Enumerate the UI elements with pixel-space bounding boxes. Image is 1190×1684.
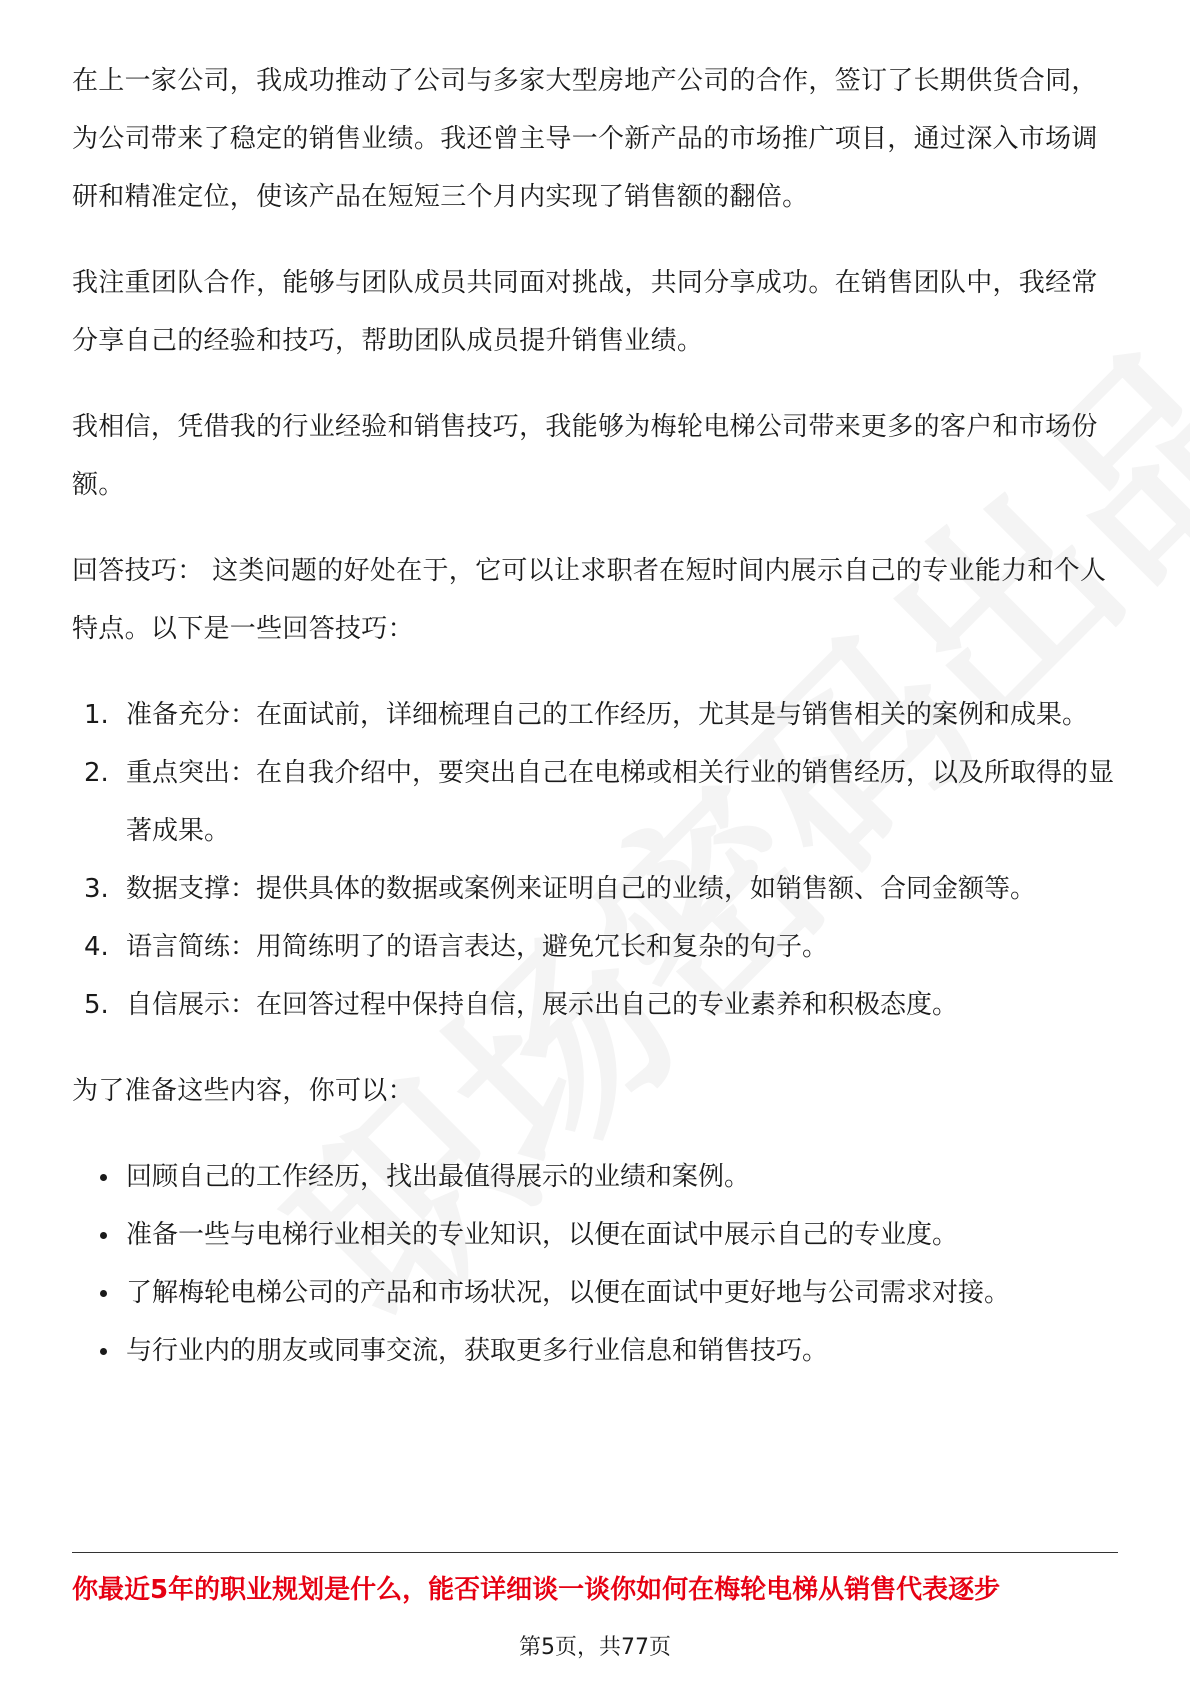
list-item — [72, 1322, 1122, 1380]
list-item — [72, 918, 1122, 976]
tips-list — [72, 686, 1122, 1034]
list-item — [72, 744, 1122, 860]
list-number: 1. — [84, 700, 109, 730]
list-item — [72, 1264, 1122, 1322]
bullet-icon — [100, 1174, 107, 1181]
prep-list — [72, 1148, 1122, 1380]
list-item-text: 回顾自己的工作经历，找出最值得展示的业绩和案例。 — [126, 1162, 751, 1192]
section-divider — [72, 1552, 1118, 1553]
paragraph-achievements: 在上一家公司，我成功推动了公司与多家大型房地产公司的合作，签订了长期供货合同，为公司带来了稳定的销售业绩。我还曾主导一个新产品的市场推广项目，通过深入市场调研和精准定位，使该产品在短短三个月内实现了销售额的翻倍。 — [72, 66, 1098, 212]
list-item-text: 重点突出：在自我介绍中，要突出自己在电梯或相关行业的销售经历，以及所取得的显著成果。 — [126, 758, 1115, 846]
paragraph-confidence: 我相信，凭借我的行业经验和销售技巧，我能够为梅轮电梯公司带来更多的客户和市场份额。 — [72, 412, 1098, 500]
list-item-text: 语言简练：用简练明了的语言表达，避免冗长和复杂的句子。 — [126, 932, 829, 962]
list-item-text: 与行业内的朋友或同事交流，获取更多行业信息和销售技巧。 — [126, 1336, 829, 1366]
list-item — [72, 1148, 1122, 1206]
list-item — [72, 1206, 1122, 1264]
list-item-text: 准备充分：在面试前，详细梳理自己的工作经历，尤其是与销售相关的案例和成果。 — [126, 700, 1089, 730]
list-item — [72, 686, 1122, 744]
list-item-text: 了解梅轮电梯公司的产品和市场状况，以便在面试中更好地与公司需求对接。 — [126, 1278, 1011, 1308]
bullet-icon — [100, 1348, 107, 1355]
document-body — [72, 52, 1122, 1380]
paragraph-tips-intro: 回答技巧： 这类问题的好处在于，它可以让求职者在短时间内展示自己的专业能力和个人特点。以下是一些回答技巧： — [72, 556, 1107, 644]
list-item-text: 准备一些与电梯行业相关的专业知识，以便在面试中展示自己的专业度。 — [126, 1220, 959, 1250]
next-question-heading: 你最近5年的职业规划是什么，能否详细谈一谈你如何在梅轮电梯从销售代表逐步 — [72, 1575, 1001, 1605]
list-number: 2. — [84, 758, 109, 788]
bullet-icon — [100, 1232, 107, 1239]
list-item — [72, 976, 1122, 1034]
list-number: 4. — [84, 932, 109, 962]
list-number: 3. — [84, 874, 109, 904]
paragraph-prep-intro: 为了准备这些内容，你可以： — [72, 1076, 414, 1106]
bullet-icon — [100, 1290, 107, 1297]
list-number: 5. — [84, 990, 109, 1020]
paragraph-teamwork: 我注重团队合作，能够与团队成员共同面对挑战，共同分享成功。在销售团队中，我经常分享自己的经验和技巧，帮助团队成员提升销售业绩。 — [72, 268, 1098, 356]
list-item — [72, 860, 1122, 918]
page-number: 第5页，共77页 — [519, 1635, 671, 1660]
list-item-text: 自信展示：在回答过程中保持自信，展示出自己的专业素养和积极态度。 — [126, 990, 959, 1020]
list-item-text: 数据支撑：提供具体的数据或案例来证明自己的业绩，如销售额、合同金额等。 — [126, 874, 1037, 904]
